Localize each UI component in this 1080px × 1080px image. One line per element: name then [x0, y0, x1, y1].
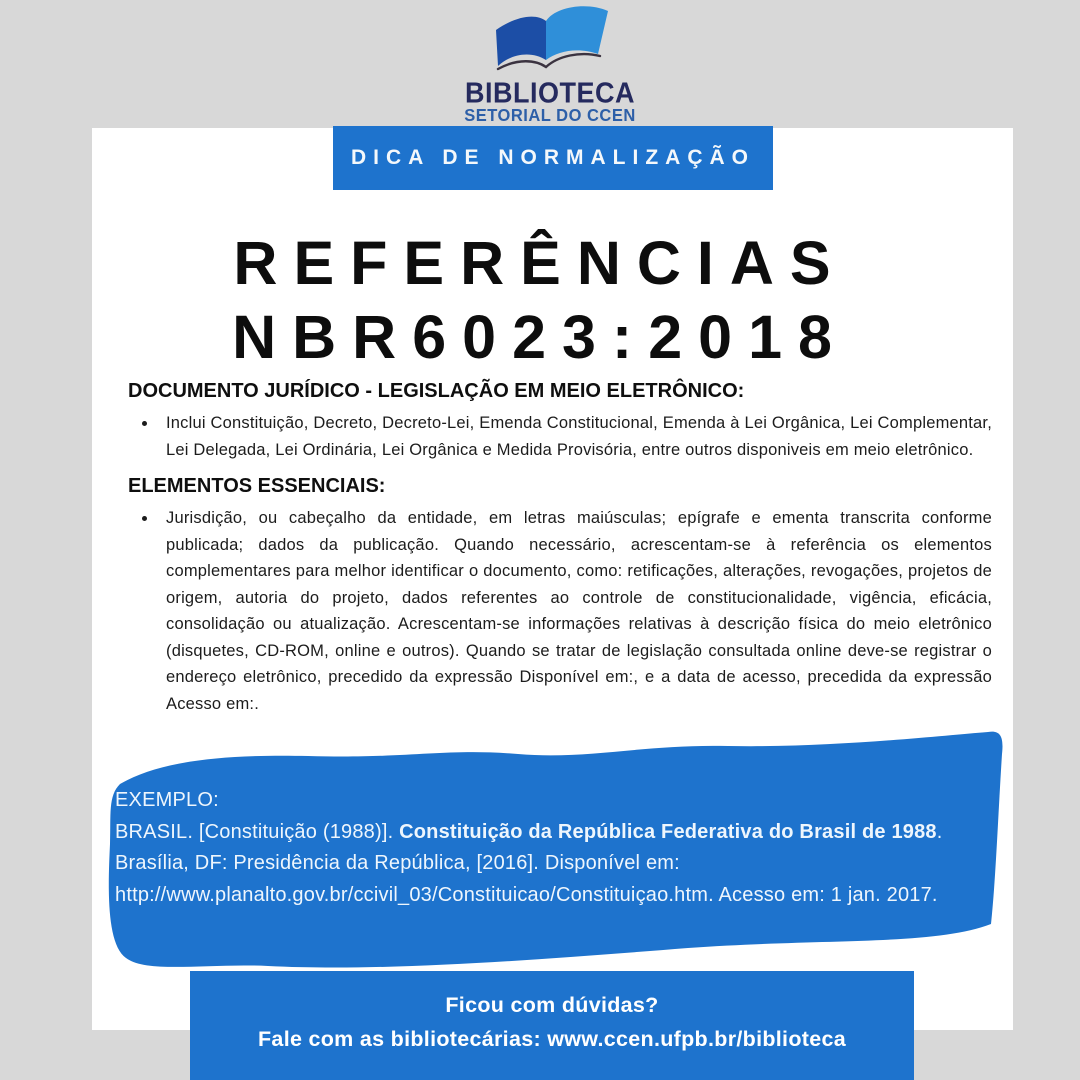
footer-contact: Fale com as bibliotecárias: www.ccen.ufpb.br/biblioteca — [258, 1027, 846, 1051]
page-title-line2: NBR6023:2018 — [232, 303, 848, 371]
body-content — [128, 378, 992, 727]
example-label: EXEMPLO: — [115, 789, 219, 811]
example-line1-suffix: . — [936, 820, 943, 843]
section-heading-documento-juridico: DOCUMENTO JURÍDICO - LEGISLAÇÃO EM MEIO ELETRÔNICO: — [128, 380, 745, 402]
footer-banner — [190, 971, 914, 1080]
example-reference-line1 — [115, 817, 997, 849]
list-item: • Jurisdição, ou cabeçalho da entidade, em letras maiúsculas; epígrafe e ementa transcrita conforme publicada; dados da publicação. Quando necessário, acrescentam-se à referência os elementos complementares para melhor identificar o documento, como: retificações, alterações, revogações, projetos de origem, autoria do projeto, dados referentes ao controle de constitucionalidade, vigência, eficácia, consolidação ou atualização. Acrescentam-se informações relativas à descrição física do meio eletrônico (disquetes, CD-ROM, online e outros). Quando se tratar de legislação consultada online deve-se registrar o endereço eletrônico, precedido da expressão Disponível em:, e a data de acesso, precedida da expressão Acesso em:. — [158, 505, 992, 717]
footer-question: Ficou com dúvidas? — [445, 993, 659, 1017]
example-line1-prefix: BRASIL. [Constituição (1988)]. — [115, 820, 400, 843]
section-heading-elementos-essenciais: ELEMENTOS ESSENCIAIS: — [128, 475, 386, 497]
example-reference — [115, 785, 997, 911]
example-reference-line2: Brasília, DF: Presidência da República, [2016]. Disponível em: — [115, 852, 680, 875]
page-title-line1: REFERÊNCIAS — [233, 229, 847, 297]
page-title — [0, 226, 1080, 374]
tip-banner — [333, 126, 773, 190]
logo-title: BIBLIOTECA — [465, 77, 635, 109]
logo-subtitle: SETORIAL DO CCEN — [464, 106, 636, 126]
list-item: • Inclui Constituição, Decreto, Decreto-Lei, Emenda Constitucional, Emenda à Lei Orgânica, Lei Complementar, Lei Delegada, Lei Ordinária, Lei Orgânica e Medida Provisória, entre outros disponiveis em meio eletrônico. — [158, 410, 992, 463]
library-logo — [430, 6, 670, 126]
section-elementos-essenciais-list — [128, 505, 992, 717]
open-book-icon — [430, 6, 670, 80]
tip-banner-label: DICA DE NORMALIZAÇÃO — [350, 146, 756, 169]
example-line1-bold-title: Constituição da República Federativa do Brasil de 1988 — [399, 820, 937, 843]
example-reference-url: http://www.planalto.gov.br/ccivil_03/Constituicao/Constituiçao.htm. Acesso em: 1 jan. 2017. — [115, 883, 938, 906]
section-documento-juridico-list — [128, 410, 992, 463]
